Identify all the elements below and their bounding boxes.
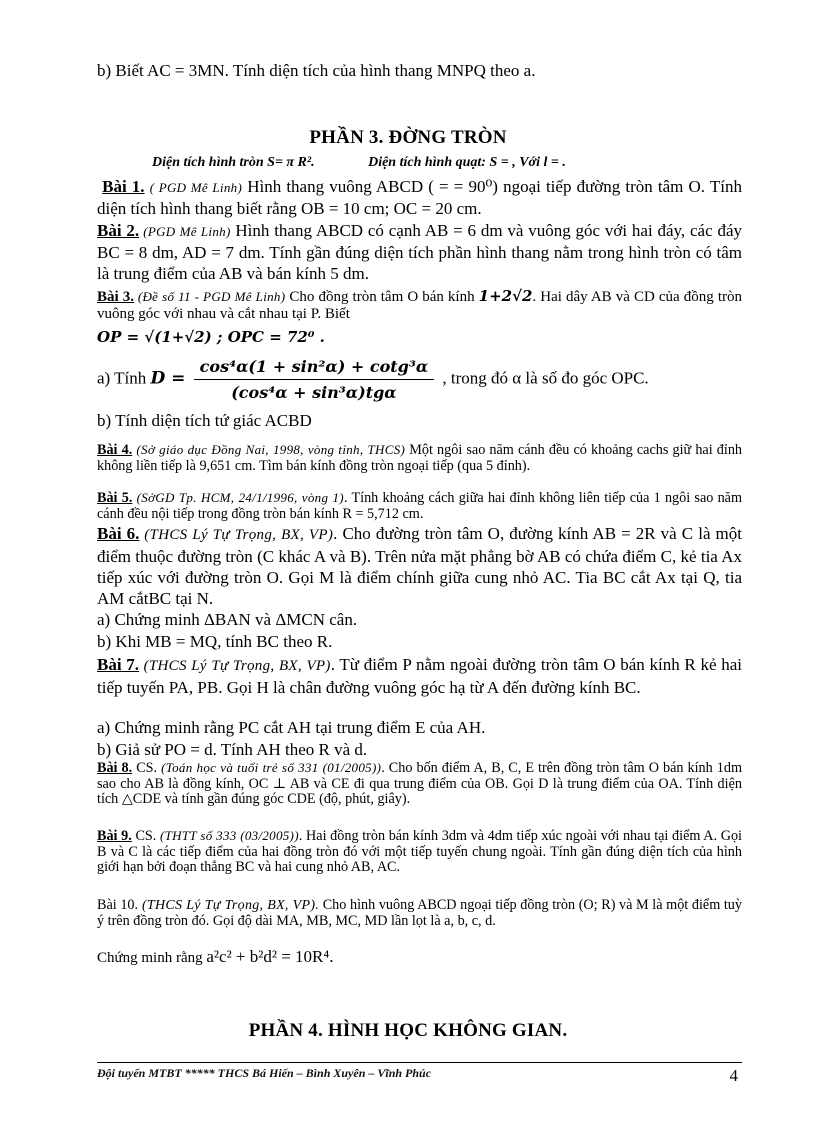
problem-source: ( PGD Mê Linh)	[149, 180, 243, 195]
circle-area-formula: Diện tích hình tròn S= π R².	[152, 155, 315, 170]
problem-3-given	[97, 328, 742, 347]
op-given: OP = √(1+√2) ; OPC = 72⁰ .	[97, 328, 325, 346]
problem-source: (Toán học và tuổi trẻ số 331 (01/2005))	[161, 760, 382, 775]
problem-text: . Cho bốn điểm A, B, C, E trên đồng tròn tâm O bán kính 1dm sao cho AB là đồng kính, OC ⊥ AB và CE đi qua trung điểm của OB. Gọi D là trung điểm của OA. Tính diện tích △CDE và tính gần đúng góc CDE (độ, phút, giây).	[97, 760, 742, 807]
problem-source: (Sở giáo dục Đồng Nai, 1998, vòng tỉnh, THCS)	[132, 442, 406, 457]
problem-4	[97, 442, 742, 474]
sector-area-formula: Diện tích hình quạt: S = , Với l = .	[368, 155, 566, 170]
formula-lhs: D =	[150, 368, 186, 389]
problem-5	[97, 490, 742, 522]
problem-label: Bài 5.	[97, 490, 133, 506]
top-line-text: b) Biết AC = 3MN. Tính diện tích của hình thang MNPQ theo a.	[97, 61, 536, 80]
problem-label: Bài 9.	[97, 828, 132, 844]
formula-denominator: (cos⁴α + sin³α)tgα	[231, 383, 397, 402]
page-number: 4	[729, 1066, 738, 1085]
problem-6-part-b: b) Khi MB = MQ, tính BC theo R.	[97, 632, 333, 651]
problem-text: . Cho đường tròn tâm O, đường kính AB = 2R và C là một điểm thuộc đường tròn (C khác A và B). Trên nửa mặt phẳng bờ AB có chứa điểm C, kẻ tia Ax tiếp xúc với đường tròn O. Gọi M là điểm chính giữa cung nhỏ AC. Tia BC cắt Ax tại Q, tia AM cắtBC tại N.	[97, 524, 743, 608]
problem-text: Cho hình vuông ABCD ngoại tiếp đồng tròn (O; R) và M là một điểm tuỳ ý trên đồng tròn đó. Gọi độ dài MA, MB, MC, MD lần lọt là a, b, c, d.	[97, 897, 742, 929]
part-a-prefix: a) Tính	[97, 368, 151, 388]
problem-label: Bài 7.	[97, 655, 140, 674]
problem-label: Bài 4.	[97, 442, 133, 458]
part-b-text: b) Tính diện tích tứ giác ACBD	[97, 411, 312, 430]
problem-label: Bài 1.	[102, 177, 145, 196]
problem-label: Bài 8.	[97, 760, 133, 776]
problem-source: (THCS Lý Tự Trọng, BX, VP)	[139, 658, 331, 674]
problem-label: Bài 2.	[97, 221, 140, 240]
problem-3-part-a	[97, 356, 742, 403]
footer-text: Đội tuyển MTBT ***** THCS Bá Hiến – Bình Xuyên – Vĩnh Phúc	[97, 1066, 432, 1080]
problem-1	[97, 176, 742, 219]
problem-cs: CS.	[132, 760, 162, 776]
problem-3-part-b	[97, 410, 742, 431]
part-a-suffix: , trong đó α là số đo góc OPC.	[442, 368, 649, 388]
formula-numerator: cos⁴α(1 + sin²α) + cotg³α	[194, 356, 434, 380]
problem-7-part-b: b) Giả sử PO = d. Tính AH theo R và d.	[97, 740, 368, 759]
problem-10	[97, 898, 742, 929]
section-3-heading: PHẦN 3. ĐỜNG TRÒN	[309, 127, 507, 148]
problem-7-part-a: a) Chứng minh rằng PC cắt AH tại trung điểm E của AH.	[97, 718, 486, 737]
problem-6	[97, 523, 742, 609]
problem-2	[97, 220, 742, 284]
problem-source: (SởGD Tp. HCM, 24/1/1996, vòng 1)	[132, 490, 344, 505]
problem-source: (THTT số 333 (03/2005))	[160, 828, 299, 843]
problem-text: . Tính khoảng cách giữa hai đỉnh không liên tiếp của 1 ngôi sao năm cánh đều nội tiếp trong đồng tròn bán kính R = 5,712 cm.	[97, 490, 742, 522]
problem-text: Một ngôi sao năm cánh đều có khoảng cachs giữ hai đỉnh không liền tiếp là 9,651 cm. Tìm bán kính đồng tròn ngoại tiếp (qua 5 đỉnh).	[97, 442, 743, 474]
problem-source: (Đề số 11 - PGD Mê Linh)	[134, 289, 286, 304]
problem-text: . Hai đồng tròn bán kính 3dm và 4dm tiếp xúc ngoài với nhau tại điểm A. Gọi B và C là các tiếp điểm của hai đồng tròn đó với một tiếp tuyến chung ngoài. Tính gần đúng diện tích của hình giới hạn bởi đoạn thẳng BC và hai cung nhỏ AB, AC.	[97, 828, 743, 875]
problem-text-cont: . Hai dây AB và CD của đồng tròn vuông góc với nhau và cắt nhau tại P. Biết	[97, 289, 742, 322]
problem-source: (THCS Lý Tự Trọng, BX, VP).	[138, 898, 320, 913]
problem-label: Bài 10.	[97, 897, 139, 913]
part-b-question	[97, 60, 742, 81]
problem-7	[97, 654, 742, 698]
problem-6-part-a: a) Chứng minh ΔBAN và ΔMCN cân.	[97, 610, 358, 629]
problem-text: Cho đồng tròn tâm O bán kính	[285, 289, 479, 305]
problem-cs: CS.	[131, 828, 161, 844]
radius-value: 1+2√2	[478, 287, 533, 305]
problem-source: (THCS Lý Tự Trọng, BX, VP)	[139, 527, 334, 543]
section-4-heading: PHẦN 4. HÌNH HỌC KHÔNG GIAN.	[248, 1020, 568, 1041]
problem-label: Bài 6.	[97, 524, 140, 543]
proof-prefix: Chứng minh rằng	[97, 950, 207, 966]
problem-text: Hình thang vuông ABCD ( = = 90⁰) ngoại tiếp đường tròn tâm O. Tính diện tích hình thang biết rằng OB = 10 cm; OC = 20 cm.	[97, 177, 742, 218]
proof-equation: a²c² + b²d² = 10R⁴.	[206, 947, 334, 966]
problem-text: Hình thang ABCD có cạnh AB = 6 dm và vuông góc với hai đáy, các đáy BC = 8 dm, AD = 7 dm. Tính gần đúng diện tích phần hình thang nằm trong hình tròn có tâm là trung điểm của AB và bán kính 5 dm.	[97, 221, 742, 283]
problem-9	[97, 828, 742, 876]
footer-divider	[97, 1062, 742, 1063]
problem-text: . Từ điểm P nằm ngoài đường tròn tâm O bán kính R kẻ hai tiếp tuyến PA, PB. Gọi H là chân đường vuông góc hạ từ A đến đường kính BC.	[97, 655, 743, 697]
problem-3	[97, 288, 742, 323]
problem-10-proof	[97, 948, 742, 967]
formula-fraction	[194, 356, 434, 403]
problem-label: Bài 3.	[97, 289, 134, 305]
area-formulas	[152, 155, 616, 171]
problem-source: (PGD Mê Linh)	[139, 224, 231, 239]
problem-8	[97, 760, 742, 808]
